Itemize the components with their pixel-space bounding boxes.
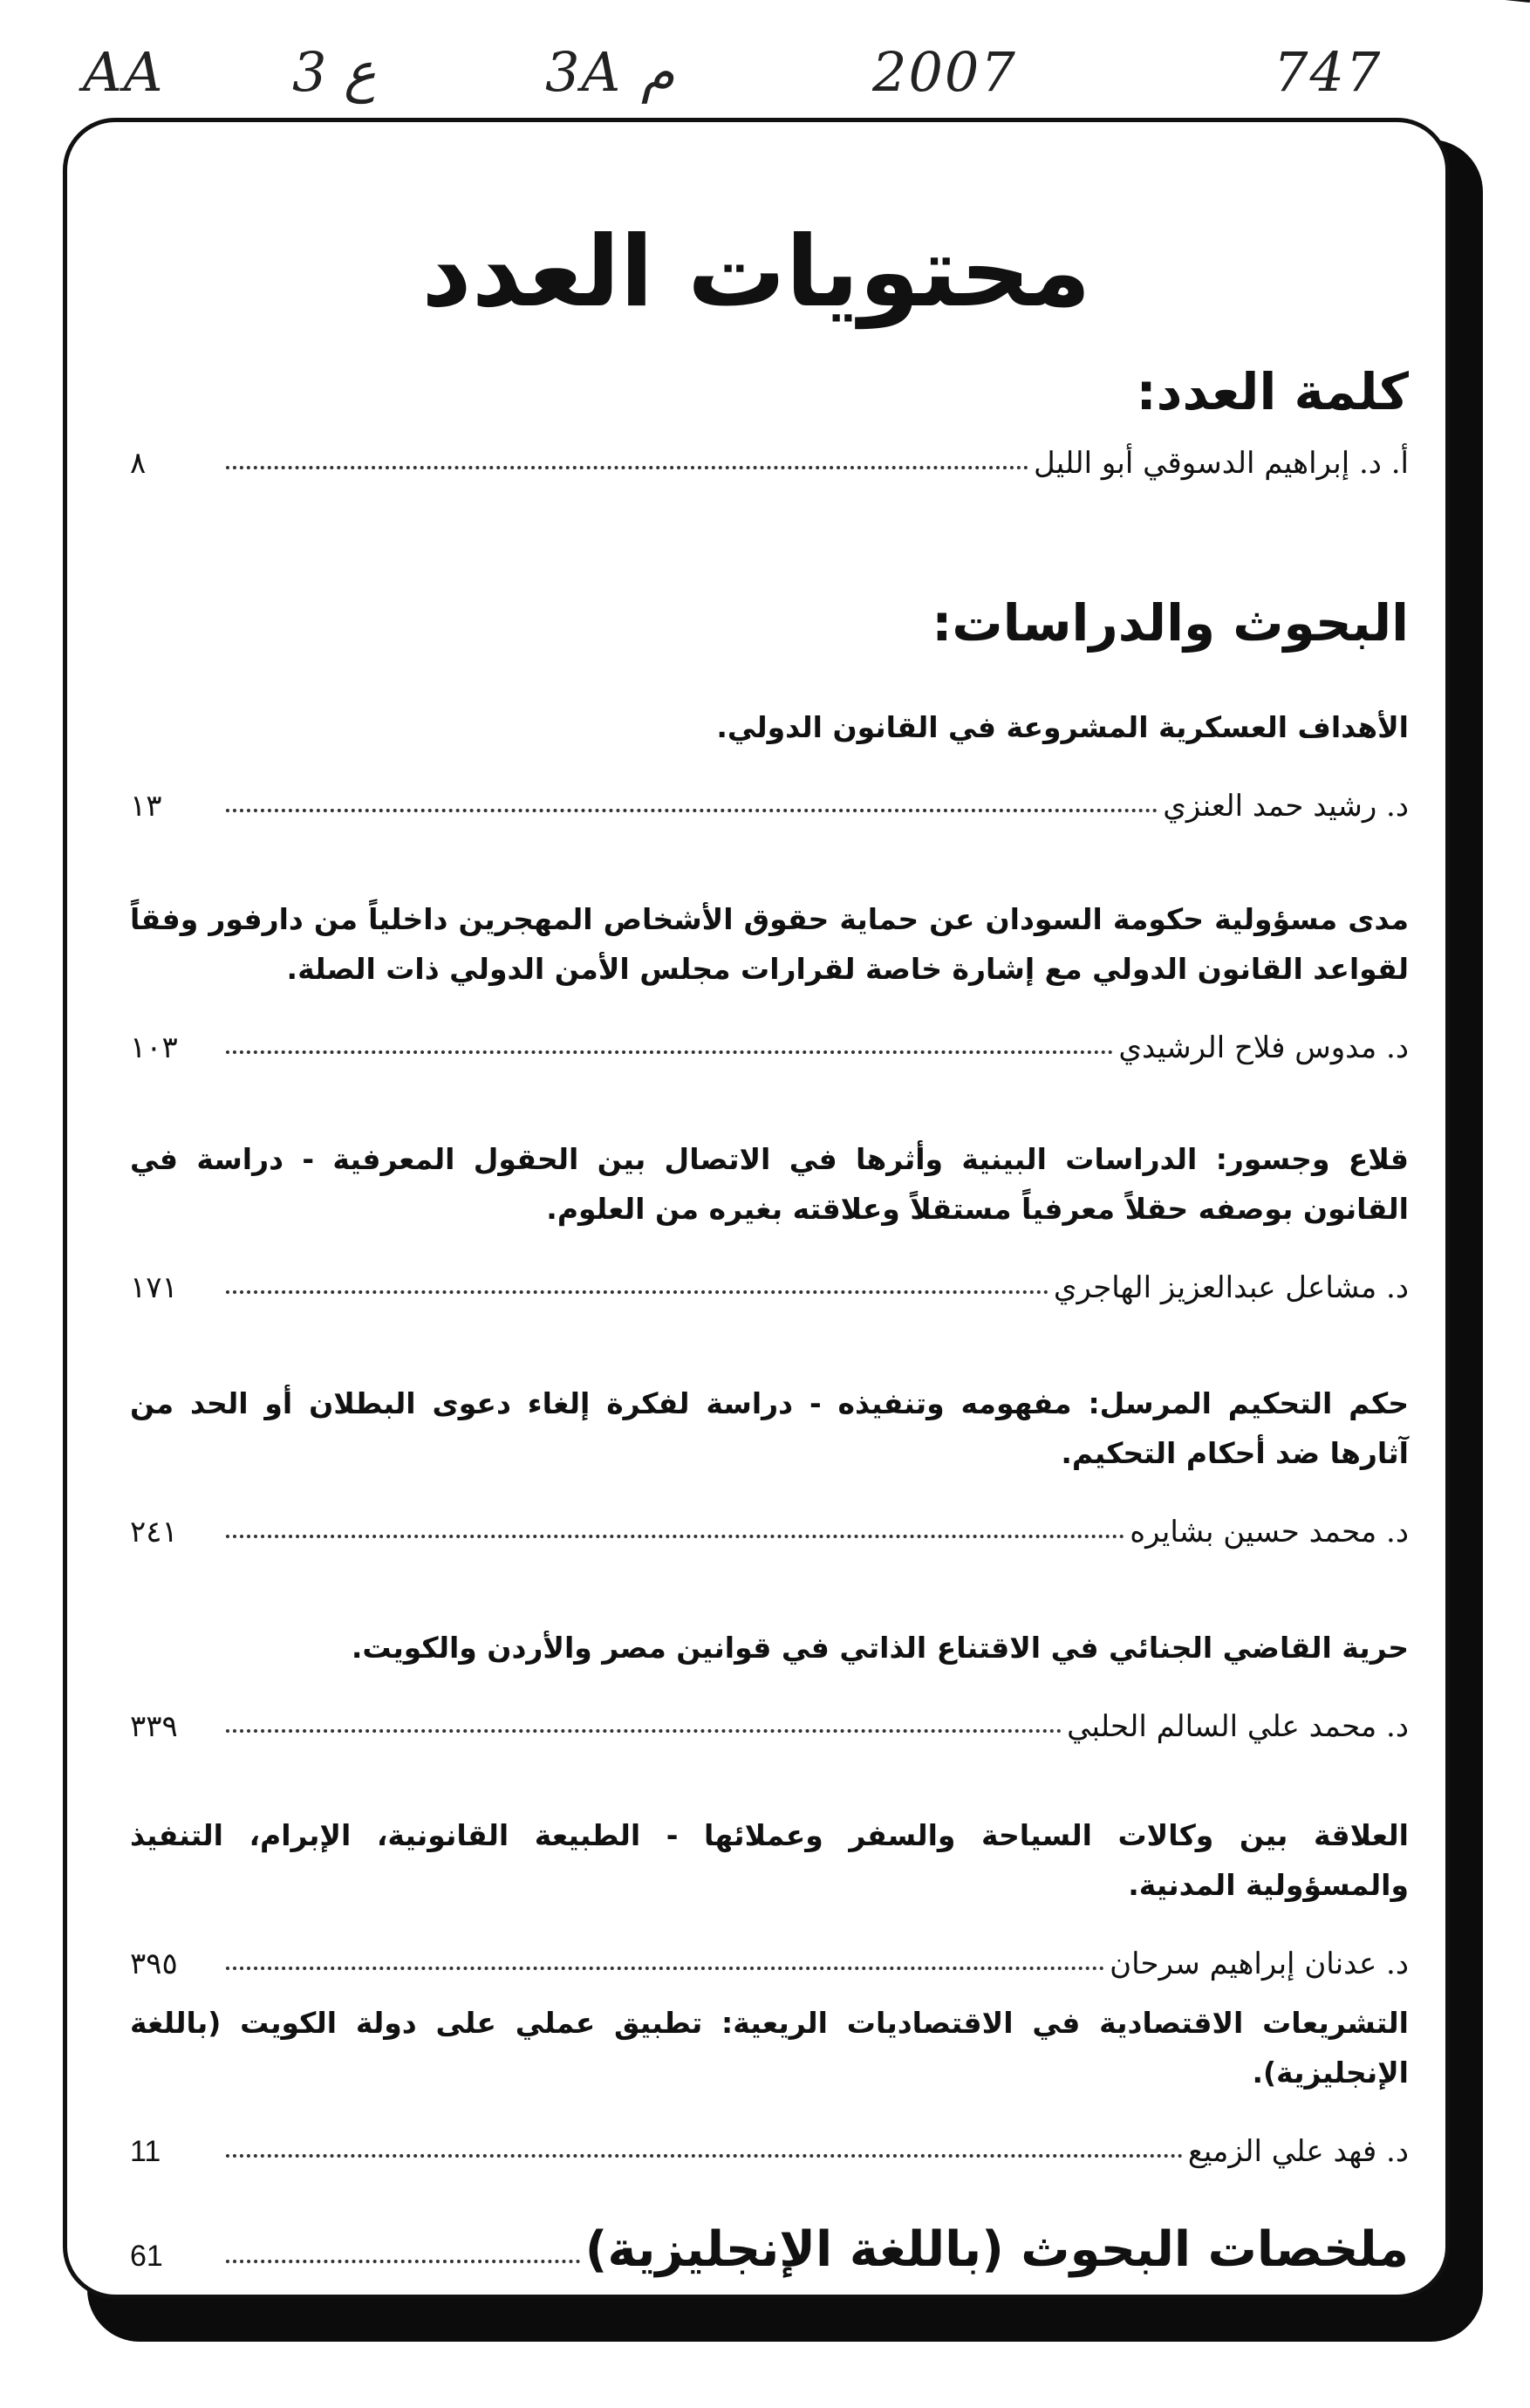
- annotation-item: 3A م: [545, 40, 675, 104]
- entry-page-number: ١٧١: [130, 1270, 178, 1305]
- annotation-item: AA: [83, 40, 165, 104]
- annotation-item: 3 ع: [292, 40, 377, 104]
- page-title: محتويات العدد: [421, 215, 1091, 329]
- entry-author: د. عدنان إبراهيم سرحان: [1110, 1946, 1409, 1981]
- editorial-heading: كلمة العدد:: [1136, 362, 1409, 421]
- toc-entry[interactable]: [130, 1623, 1409, 1744]
- summaries-heading: ملخصات البحوث (باللغة الإنجليزية): [584, 2221, 1409, 2279]
- dot-leader: [226, 2260, 580, 2263]
- contents-frame: [63, 118, 1450, 2299]
- annotation-item: 2007: [872, 40, 1017, 104]
- dot-leader: [226, 1535, 1124, 1538]
- toc-entry[interactable]: [130, 702, 1409, 824]
- entry-title: التشريعات الاقتصادية في الاقتصاديات الريعية: تطبيق عملي على دولة الكويت (باللغة الإنجليزية).: [130, 2006, 1409, 2090]
- entry-page-number: ٢٤١: [130, 1515, 178, 1549]
- toc-entry[interactable]: [130, 1378, 1409, 1549]
- handwritten-annotation: [0, 26, 1530, 122]
- entry-title: الأهداف العسكرية المشروعة في القانون الدولي.: [716, 710, 1409, 744]
- entry-page-number: ٨: [130, 446, 147, 481]
- entry-title: مدى مسؤولية حكومة السودان عن حماية حقوق الأشخاص المهجرين داخلياً من دارفور وفقاً لقواعد القانون الدولي مع إشارة خاصة لقرارات مجلس الأمن الدولي ذات الصلة.: [130, 902, 1409, 986]
- dot-leader: [226, 1290, 1048, 1294]
- entry-title: قلاع وجسور: الدراسات البينية وأثرها في الاتصال بين الحقول المعرفية - دراسة في القانون بوصفه حقلاً معرفياً مستقلاً وعلاقته بغيره من العلوم.: [130, 1142, 1409, 1226]
- toc-entry[interactable]: [130, 1810, 1409, 1981]
- corner-mark: [1431, 0, 1530, 29]
- toc-entry[interactable]: [130, 1998, 1409, 2169]
- toc-entry-editorial[interactable]: [130, 432, 1409, 481]
- entry-author: أ. د. إبراهيم الدسوقي أبو الليل: [1033, 446, 1409, 481]
- entry-page-number: ٣٣٩: [130, 1709, 178, 1744]
- toc-entry[interactable]: [130, 1134, 1409, 1305]
- entry-author: د. مشاعل عبدالعزيز الهاجري: [1053, 1270, 1409, 1305]
- dot-leader: [226, 1729, 1062, 1733]
- entry-author: د. مدوس فلاح الرشيدي: [1118, 1030, 1409, 1065]
- entry-author: د. محمد حسين بشايره: [1130, 1515, 1409, 1549]
- dot-leader: [226, 466, 1028, 469]
- entry-page-number: ١٣: [130, 789, 162, 824]
- dot-leader: [226, 2154, 1183, 2158]
- entry-title: حكم التحكيم المرسل: مفهومه وتنفيذه - دراسة لفكرة إلغاء دعوى البطلان أو الحد من آثارها ضد أحكام التحكيم.: [130, 1386, 1409, 1470]
- entry-page-number: ٣٩٥: [130, 1946, 178, 1981]
- entry-author: د. رشيد حمد العنزي: [1163, 789, 1409, 824]
- entry-title: حرية القاضي الجنائي في الاقتناع الذاتي في قوانين مصر والأردن والكويت.: [351, 1631, 1409, 1665]
- entry-page-number: ١٠٣: [130, 1030, 178, 1065]
- dot-leader: [226, 1967, 1104, 1970]
- entry-page-number: 11: [130, 2135, 161, 2168]
- research-heading: البحوث والدراسات:: [932, 593, 1409, 653]
- entry-page-number: 61: [130, 2240, 163, 2273]
- dot-leader: [226, 809, 1158, 812]
- entry-title: العلاقة بين وكالات السياحة والسفر وعملائها - الطبيعة القانونية، الإبرام، التنفيذ والمسؤولية المدنية.: [130, 1818, 1409, 1902]
- toc-entry[interactable]: [130, 894, 1409, 1065]
- toc-entry-summaries[interactable]: [130, 2207, 1409, 2277]
- entry-author: د. محمد علي السالم الحلبي: [1067, 1709, 1409, 1744]
- annotation-item: 747: [1274, 40, 1383, 104]
- dot-leader: [226, 1050, 1113, 1054]
- entry-author: د. فهد علي الزميع: [1187, 2134, 1409, 2169]
